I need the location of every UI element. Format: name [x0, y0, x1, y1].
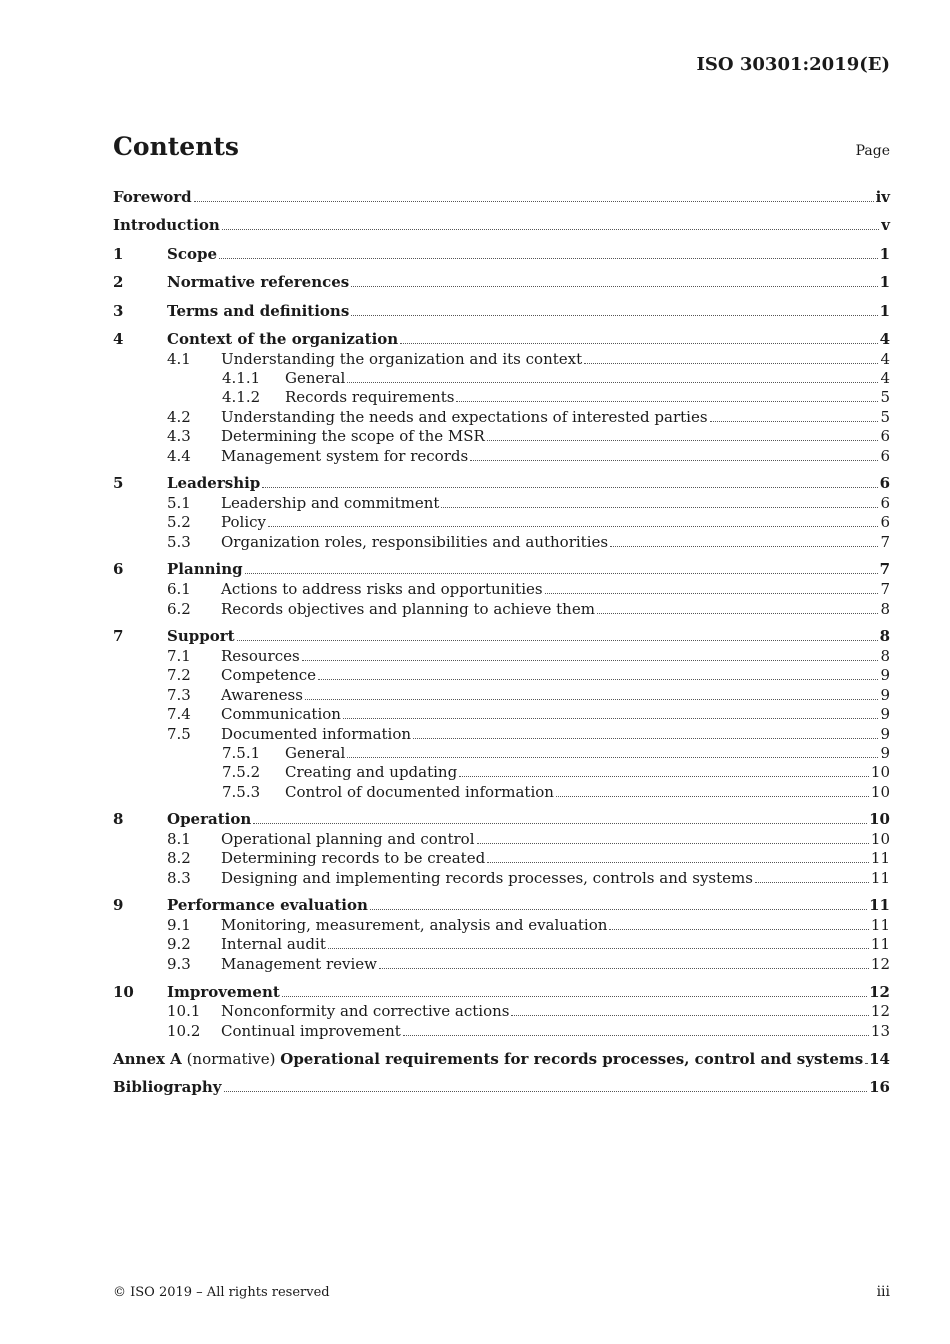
- toc-entry-page: 9: [880, 725, 890, 743]
- toc-entry-page: 10: [870, 783, 890, 801]
- dot-leader: [222, 215, 879, 235]
- toc-entry[interactable]: [113, 426, 890, 446]
- toc-entry[interactable]: [113, 493, 890, 513]
- toc-entry-number: 4.1.2: [222, 388, 261, 406]
- toc-entry[interactable]: [113, 782, 890, 802]
- toc-entry-title: Foreword: [113, 188, 192, 206]
- toc-entry-page: 6: [880, 513, 890, 531]
- toc-entry-page: 12: [870, 1002, 890, 1020]
- toc-entry[interactable]: [113, 665, 890, 685]
- toc-entry[interactable]: [113, 579, 890, 599]
- toc-entry-title: Terms and definitions: [167, 302, 350, 320]
- toc-entry[interactable]: [113, 724, 890, 744]
- toc-entry-page: 7: [880, 533, 890, 551]
- toc-entry-title: General: [285, 744, 346, 762]
- toc-entry[interactable]: [113, 387, 890, 407]
- toc-entry-title: Internal audit: [221, 935, 326, 953]
- page-column-label: Page: [855, 143, 890, 159]
- toc-entry-page: 9: [880, 686, 890, 704]
- toc-entry-title: Normative references: [167, 273, 350, 291]
- toc-entry-page: iv: [875, 188, 890, 206]
- toc-entry-number: 7.5.2: [222, 763, 261, 781]
- toc-entry-page: 8: [880, 647, 890, 665]
- toc-entry[interactable]: [113, 272, 890, 292]
- toc-entry-page: 11: [870, 935, 890, 953]
- toc-entry-title: Actions to address risks and opportunities: [221, 580, 543, 598]
- toc-entry-title: Support: [167, 627, 235, 645]
- toc-entry-title: Operation: [167, 810, 252, 828]
- dot-leader: [351, 301, 877, 321]
- toc-entry-title: Communication: [221, 705, 341, 723]
- annex-note: (normative): [181, 1050, 281, 1068]
- annex-label: Annex A: [113, 1050, 182, 1068]
- toc-entry[interactable]: [113, 743, 890, 763]
- toc-entry-title: Determining the scope of the MSR: [221, 427, 485, 445]
- toc-entry-title: [113, 1049, 863, 1069]
- toc-entry-number: 6.1: [167, 580, 191, 598]
- toc-entry-title: Management review: [221, 955, 377, 973]
- toc-entry-title: Records requirements: [285, 388, 455, 406]
- toc-entry-page: 4: [880, 350, 890, 368]
- toc-entry-number: 5: [113, 474, 124, 492]
- toc-entry-page: 1: [879, 302, 890, 320]
- toc-entry[interactable]: [113, 915, 890, 935]
- toc-entry-title: Control of documented information: [285, 783, 554, 801]
- toc-entry-title: Documented information: [221, 725, 412, 743]
- dot-leader: [597, 599, 879, 619]
- toc-entry[interactable]: [113, 829, 890, 849]
- dot-leader: [282, 982, 867, 1002]
- toc-entry-number: 2: [113, 273, 124, 291]
- dot-leader: [245, 559, 878, 579]
- toc-entry-number: 3: [113, 302, 124, 320]
- dot-leader: [609, 915, 868, 935]
- toc-entry[interactable]: [113, 1049, 890, 1069]
- toc-entry-title: Introduction: [113, 216, 220, 234]
- toc-entry-title: Creating and updating: [285, 763, 458, 781]
- toc-entry-number: 10: [113, 983, 134, 1001]
- toc-entry[interactable]: [113, 1001, 890, 1021]
- toc-entry[interactable]: [113, 934, 890, 954]
- toc-entry-title: Policy: [221, 513, 266, 531]
- toc-entry-title: Continual improvement: [221, 1022, 401, 1040]
- dot-leader: [400, 329, 877, 349]
- dot-leader: [253, 809, 867, 829]
- toc-entry-page: 11: [870, 869, 890, 887]
- toc-entry[interactable]: [113, 685, 890, 705]
- toc-entry-page: 8: [880, 600, 890, 618]
- toc-entry[interactable]: [113, 215, 890, 235]
- toc-entry[interactable]: [113, 895, 890, 915]
- toc-entry-number: 5.2: [167, 513, 191, 531]
- toc-entry[interactable]: [113, 626, 890, 646]
- toc-entry-number: 5.1: [167, 494, 191, 512]
- toc-entry-title: Competence: [221, 666, 317, 684]
- toc-entry-title: Records objectives and planning to achieve them: [221, 600, 595, 618]
- toc-entry[interactable]: [113, 868, 890, 888]
- toc-entry[interactable]: [113, 473, 890, 493]
- dot-leader: [487, 848, 869, 868]
- toc-entry[interactable]: [113, 1021, 890, 1041]
- toc-entry-page: 1: [879, 245, 890, 263]
- toc-entry-page: 7: [879, 560, 890, 578]
- toc-entry-title: General: [285, 369, 346, 387]
- toc-entry-page: 12: [870, 955, 890, 973]
- toc-entry-page: 11: [870, 849, 890, 867]
- dot-leader: [347, 368, 878, 388]
- copyright-notice: © ISO 2019 – All rights reserved: [113, 1285, 330, 1300]
- toc-entry[interactable]: [113, 982, 890, 1002]
- toc-entry-number: 7.4: [167, 705, 191, 723]
- toc-entry-title: Organization roles, responsibilities and authorities: [221, 533, 609, 551]
- dot-leader: [328, 934, 869, 954]
- toc-entry[interactable]: [113, 559, 890, 579]
- dot-leader: [511, 1001, 868, 1021]
- dot-leader: [556, 782, 869, 802]
- toc-entry-page: v: [881, 216, 890, 234]
- toc-entry-page: 6: [880, 494, 890, 512]
- toc-entry-page: 10: [869, 810, 890, 828]
- dot-leader: [318, 665, 878, 685]
- toc-entry[interactable]: [113, 599, 890, 619]
- dot-leader: [487, 426, 879, 446]
- dot-leader: [865, 1049, 867, 1069]
- toc-entry[interactable]: [113, 646, 890, 666]
- toc-entry-number: 4.4: [167, 447, 191, 465]
- toc-entry-title: Monitoring, measurement, analysis and evaluation: [221, 916, 608, 934]
- toc-entry-page: 9: [880, 666, 890, 684]
- page-title: Contents: [113, 132, 240, 161]
- toc-entry-title: Bibliography: [113, 1078, 222, 1096]
- toc-entry-title: Awareness: [221, 686, 303, 704]
- dot-leader: [370, 895, 867, 915]
- toc-entry-number: 6.2: [167, 600, 191, 618]
- toc-entry-page: 13: [870, 1022, 890, 1040]
- toc-entry-number: 7.5: [167, 725, 191, 743]
- dot-leader: [441, 493, 878, 513]
- toc-entry[interactable]: [113, 1077, 890, 1097]
- toc-entry-title: Understanding the needs and expectations of interested parties: [221, 408, 708, 426]
- toc-entry-number: 4.1: [167, 350, 191, 368]
- dot-leader: [459, 762, 869, 782]
- toc-entry-page: 7: [880, 580, 890, 598]
- dot-leader: [347, 743, 878, 763]
- document-id: ISO 30301:2019(E): [696, 54, 890, 75]
- toc-entry-number: 5.3: [167, 533, 191, 551]
- toc-entry-page: 10: [870, 763, 890, 781]
- dot-leader: [262, 473, 877, 493]
- dot-leader: [456, 387, 878, 407]
- toc-entry-page: 9: [880, 744, 890, 762]
- toc-entry-number: 9: [113, 896, 124, 914]
- toc-entry-title: Nonconformity and corrective actions: [221, 1002, 510, 1020]
- toc-entry-number: 4.1.1: [222, 369, 261, 387]
- dot-leader: [237, 626, 878, 646]
- toc-entry-title: Designing and implementing records processes, controls and systems: [221, 869, 753, 887]
- toc-entry-number: 8.3: [167, 869, 191, 887]
- toc-entry-number: 4.2: [167, 408, 191, 426]
- toc-entry-page: 9: [880, 705, 890, 723]
- toc-entry-number: 6: [113, 560, 124, 578]
- toc-entry-number: 8.2: [167, 849, 191, 867]
- toc-entry-number: 7.5.1: [222, 744, 261, 762]
- toc-entry-title: Improvement: [167, 983, 280, 1001]
- dot-leader: [545, 579, 879, 599]
- toc-entry-page: 8: [879, 627, 890, 645]
- dot-leader: [379, 954, 869, 974]
- dot-leader: [268, 512, 878, 532]
- dot-leader: [302, 646, 879, 666]
- toc-entry[interactable]: [113, 848, 890, 868]
- toc-entry-page: 11: [870, 916, 890, 934]
- dot-leader: [755, 868, 869, 888]
- dot-leader: [351, 272, 877, 292]
- toc-entry-title: Leadership: [167, 474, 261, 492]
- toc-entry[interactable]: [113, 704, 890, 724]
- toc-entry-number: 9.2: [167, 935, 191, 953]
- dot-leader: [219, 244, 878, 264]
- toc-entry[interactable]: [113, 368, 890, 388]
- toc-entry-number: 9.3: [167, 955, 191, 973]
- toc-entry-title: Resources: [221, 647, 300, 665]
- dot-leader: [305, 685, 879, 705]
- toc-entry-page: 5: [880, 388, 890, 406]
- toc-entry-number: 7.1: [167, 647, 191, 665]
- toc-entry-page: 16: [869, 1078, 890, 1096]
- dot-leader: [403, 1021, 869, 1041]
- toc-entry-title: Performance evaluation: [167, 896, 368, 914]
- toc-entry-page: 10: [870, 830, 890, 848]
- toc-entry-page: 4: [879, 330, 890, 348]
- dot-leader: [470, 446, 878, 466]
- toc-entry[interactable]: [113, 301, 890, 321]
- toc-entry-title: Leadership and commitment: [221, 494, 440, 512]
- toc-entry[interactable]: [113, 349, 890, 369]
- toc-entry-number: 7: [113, 627, 124, 645]
- toc-entry-page: 5: [880, 408, 890, 426]
- toc-entry[interactable]: [113, 512, 890, 532]
- toc-entry-number: 4.3: [167, 427, 191, 445]
- dot-leader: [224, 1077, 868, 1097]
- toc-entry-page: 12: [869, 983, 890, 1001]
- toc-entry[interactable]: [113, 954, 890, 974]
- toc-entry[interactable]: [113, 762, 890, 782]
- dot-leader: [610, 532, 878, 552]
- toc-entry-number: 7.3: [167, 686, 191, 704]
- toc-entry-page: 14: [869, 1050, 890, 1068]
- toc-entry-title: Understanding the organization and its context: [221, 350, 583, 368]
- toc-entry-number: 7.2: [167, 666, 191, 684]
- toc-entry-number: 9.1: [167, 916, 191, 934]
- dot-leader: [413, 724, 878, 744]
- dot-leader: [477, 829, 869, 849]
- toc-entry-number: 4: [113, 330, 124, 348]
- toc-entry-page: 6: [880, 447, 890, 465]
- toc-entry[interactable]: [113, 187, 890, 207]
- toc-entry-number: 8: [113, 810, 124, 828]
- dot-leader: [343, 704, 879, 724]
- toc-entry[interactable]: [113, 329, 890, 349]
- toc-entry-title: Determining records to be created: [221, 849, 486, 867]
- toc-entry-page: 11: [869, 896, 890, 914]
- toc-entry-title: Context of the organization: [167, 330, 399, 348]
- annex-title: Operational requirements for records processes, control and systems: [280, 1050, 864, 1068]
- toc-entry-page: 6: [880, 427, 890, 445]
- toc-entry-title: Planning: [167, 560, 243, 578]
- toc-entry-title: Operational planning and control: [221, 830, 475, 848]
- toc-entry-number: 10.2: [167, 1022, 201, 1040]
- toc-entry[interactable]: [113, 407, 890, 427]
- dot-leader: [584, 349, 878, 369]
- toc-entry[interactable]: [113, 244, 890, 264]
- dot-leader: [194, 187, 874, 207]
- toc-entry-number: 7.5.3: [222, 783, 261, 801]
- toc-entry-number: 10.1: [167, 1002, 201, 1020]
- page-number: iii: [876, 1284, 890, 1300]
- toc-entry[interactable]: [113, 532, 890, 552]
- toc-entry-title: Scope: [167, 245, 218, 263]
- toc-entry-page: 4: [880, 369, 890, 387]
- toc-entry-title: Management system for records: [221, 447, 469, 465]
- toc-entry-page: 1: [879, 273, 890, 291]
- toc-entry-number: 1: [113, 245, 124, 263]
- toc-entry-page: 6: [879, 474, 890, 492]
- toc-entry[interactable]: [113, 809, 890, 829]
- toc-entry-number: 8.1: [167, 830, 191, 848]
- toc-entry[interactable]: [113, 446, 890, 466]
- dot-leader: [710, 407, 879, 427]
